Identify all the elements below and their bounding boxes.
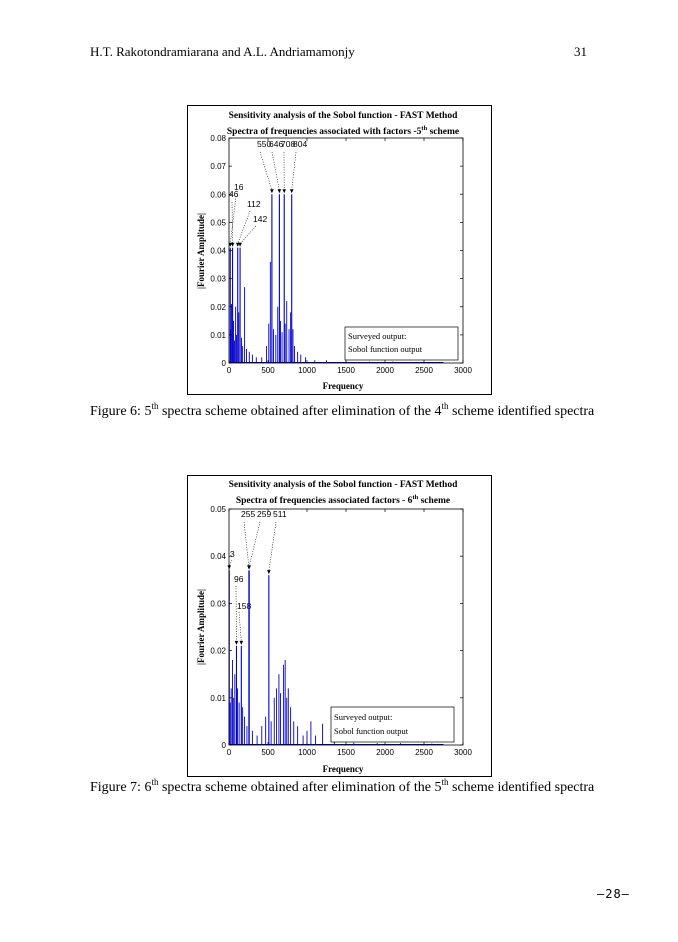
- chart-title: Sensitivity analysis of the Sobol function - FAST Method: [228, 111, 458, 121]
- annotation-leader: [260, 152, 272, 190]
- peak-label: 708: [281, 139, 296, 149]
- peak-label: 96: [234, 574, 244, 584]
- chart-title: Sensitivity analysis of the Sobol function - FAST Method: [228, 480, 458, 490]
- peak-label: 646: [269, 139, 284, 149]
- x-tick-label: 1000: [298, 748, 316, 757]
- peak-label: 112: [247, 199, 261, 209]
- x-tick-label: 0: [226, 366, 232, 375]
- annotation-arrow: [290, 189, 294, 193]
- annotation-leader: [292, 152, 296, 190]
- y-axis-label: |Fourier Amplitude|: [196, 212, 206, 290]
- x-tick-label: 0: [226, 748, 232, 757]
- annotation-arrow: [238, 243, 242, 247]
- x-tick-label: 2000: [376, 748, 394, 757]
- y-tick-label: 0.02: [210, 302, 226, 312]
- chart-subtitle: Spectra of frequencies associated with factors -5th scheme: [226, 125, 460, 137]
- running-header-authors: H.T. Rakotondramiarana and A.L. Andriamamonjy: [90, 44, 355, 59]
- x-tick-label: 2500: [415, 748, 433, 757]
- x-tick-label: 2000: [376, 366, 394, 375]
- figure-6-caption: Figure 6: 5th spectra scheme obtained after elimination of the 4th scheme identified spectra: [90, 401, 595, 419]
- figure-7-chart: [188, 476, 491, 776]
- y-tick-label: 0.03: [210, 274, 226, 284]
- x-tick-label: 3000: [454, 366, 472, 375]
- annotation-arrow: [278, 189, 282, 193]
- y-tick-label: 0.03: [210, 599, 226, 609]
- legend-entry: Sobol function output: [334, 726, 409, 736]
- x-tick-label: 3000: [454, 748, 472, 757]
- peak-annotations: [228, 139, 307, 247]
- y-tick-label: 0.01: [210, 693, 226, 703]
- y-axis-label: |Fourier Amplitude|: [196, 588, 206, 666]
- x-tick-label: 500: [261, 748, 275, 757]
- figure-6-chart: [188, 106, 491, 394]
- footer-page-number: –28–: [597, 887, 630, 901]
- x-axis-label: Frequency: [322, 381, 364, 391]
- legend-entry: Sobol function output: [348, 344, 423, 354]
- annotation-leader: [232, 202, 233, 244]
- running-header-page-number: 31: [574, 44, 587, 59]
- y-tick-label: 0.02: [210, 646, 226, 656]
- legend: [345, 327, 458, 360]
- annotation-arrow: [235, 641, 239, 645]
- x-tick-label: 1500: [337, 366, 355, 375]
- peak-label: 804: [293, 139, 308, 149]
- y-tick-label: 0: [221, 741, 226, 750]
- annotation-arrow: [270, 189, 274, 193]
- y-tick-label: 0.08: [210, 134, 226, 143]
- annotation-leader: [244, 522, 249, 566]
- x-tick-label: 1000: [298, 366, 316, 375]
- annotation-leader: [238, 211, 250, 244]
- y-tick-label: 0: [221, 359, 226, 368]
- peak-label: 259: [257, 509, 272, 519]
- peak-label: 3: [230, 549, 235, 559]
- x-tick-label: 1500: [337, 748, 355, 757]
- annotation-leader: [240, 226, 256, 244]
- peak-label: 511: [273, 509, 287, 519]
- annotation-arrow: [267, 570, 271, 574]
- y-tick-label: 0.04: [210, 246, 226, 256]
- x-axis-label: Frequency: [322, 764, 364, 774]
- annotation-leader: [272, 152, 279, 190]
- annotation-leader: [249, 522, 260, 566]
- legend-heading: Surveyed output:: [334, 712, 393, 722]
- peak-label: 142: [253, 214, 268, 224]
- annotation-arrow: [240, 641, 244, 645]
- annotation-arrow: [282, 189, 286, 193]
- legend-heading: Surveyed output:: [348, 331, 407, 341]
- legend: [331, 707, 454, 742]
- y-tick-label: 0.05: [210, 505, 226, 514]
- peak-label: 16: [234, 182, 244, 192]
- peak-label: 46: [229, 189, 239, 199]
- y-tick-label: 0.05: [210, 218, 226, 228]
- annotation-leader: [230, 196, 236, 244]
- figure-7: [187, 475, 492, 777]
- annotation-arrow: [231, 243, 235, 247]
- x-tick-label: 500: [261, 366, 275, 375]
- peak-label: 255: [241, 509, 256, 519]
- x-tick-label: 2500: [415, 366, 433, 375]
- peak-annotations: [227, 509, 286, 645]
- chart-subtitle: Spectra of frequencies associated factors - 6th scheme: [235, 494, 451, 506]
- y-tick-label: 0.01: [210, 330, 226, 340]
- annotation-leader: [269, 522, 276, 571]
- y-tick-label: 0.07: [210, 162, 226, 172]
- y-tick-label: 0.06: [210, 190, 226, 200]
- y-tick-label: 0.04: [210, 552, 226, 562]
- peak-label: 158: [237, 601, 252, 611]
- annotation-arrow: [247, 565, 251, 569]
- annotation-leader: [239, 612, 241, 642]
- figure-6: [187, 105, 492, 395]
- figure-7-caption: Figure 7: 6th spectra scheme obtained after elimination of the 5th scheme identified spectra: [90, 777, 595, 795]
- peak-label: 550: [257, 139, 272, 149]
